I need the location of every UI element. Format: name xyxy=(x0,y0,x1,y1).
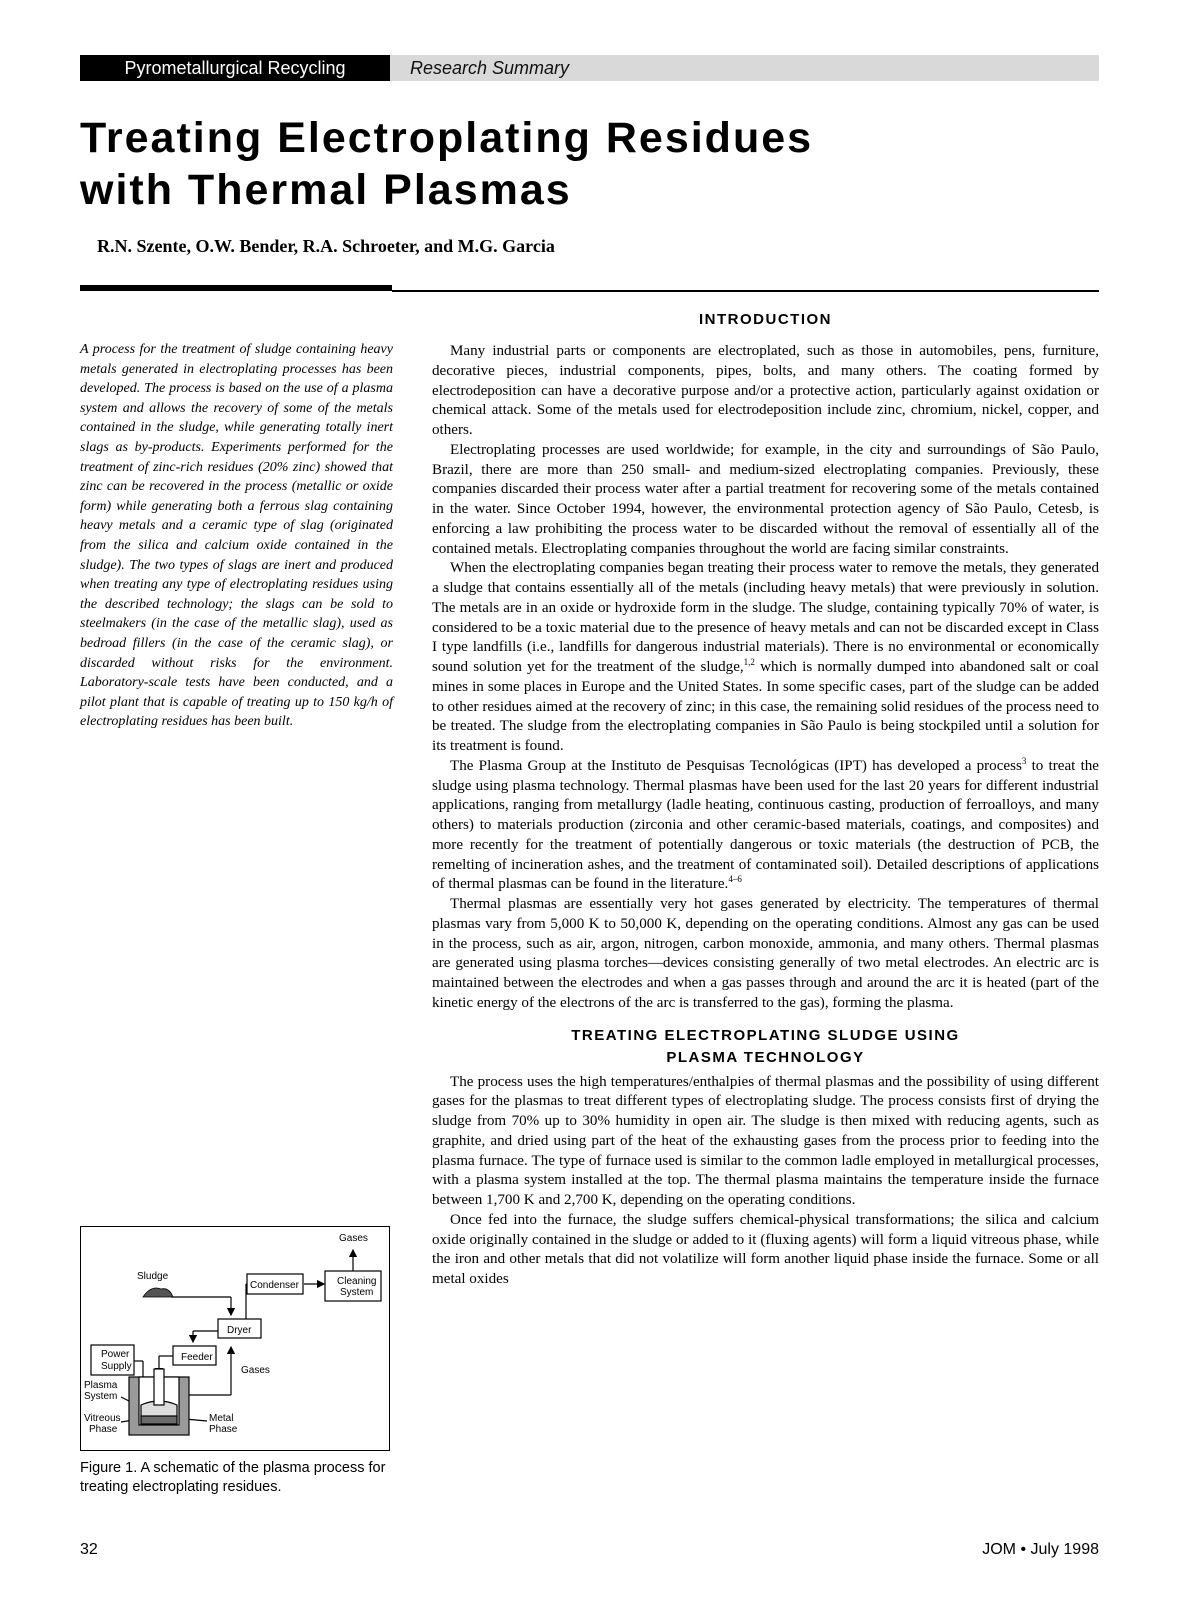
figure-label-dryer: Dryer xyxy=(227,1325,252,1336)
citation-ref: 3 xyxy=(1021,755,1027,766)
section-heading-treating xyxy=(432,1025,1099,1069)
figure-label-metal-phase: Phase xyxy=(209,1424,238,1435)
paragraph xyxy=(432,757,1099,895)
author-list: R.N. Szente, O.W. Bender, R.A. Schroeter, and M.G. Garcia xyxy=(97,236,555,256)
article-title xyxy=(80,112,1100,216)
figure-label-power: Power xyxy=(101,1349,130,1360)
title-line-2: with Thermal Plasmas xyxy=(80,166,572,214)
heading-line: PLASMA TECHNOLOGY xyxy=(666,1048,865,1066)
citation-ref: 1,2 xyxy=(743,656,755,667)
figure-label-vitreous-phase: Phase xyxy=(89,1424,118,1435)
figure-label-gases-side: Gases xyxy=(241,1365,270,1376)
body-column xyxy=(432,306,1099,1290)
paragraph xyxy=(432,559,1099,757)
abstract: A process for the treatment of sludge containing heavy metals generated in electroplating processes has been developed. The process is based on the use of a plasma system and allows the recovery of some of the metals contained in the sludge, while generating totally inert slags as by-products. Experiments performed for the treatment of zinc-rich residues (20% zinc) showed that zinc can be recovered in the process (metallic or oxide form) while generating both a ferrous slag containing heavy metals and a ceramic type of slag (originated from the silica and calcium oxide contained in the sludge). The two types of slags are inert and produced when treating any type of electroplating residues using the described technology; the slags can be sold to steelmakers (in the case of the metallic slag), used as bedroad fillers (in the case of the ceramic slag), or discarded without risks for the environment. Laboratory-scale tests have been conducted, and a pilot plant that is capable of treating up to 150 kg/h of electroplating residues has been built. xyxy=(80,342,393,730)
paragraph: Once fed into the furnace, the sludge suffers chemical-physical transformations; the silica and calcium oxide originally contained in the sludge or added to it (fluxing agents) will form a liquid vitreous phase, while the iron and other metals that did not volatilize will form another liquid phase inside the furnace. Some or all metal oxides xyxy=(432,1211,1099,1287)
figure-label-plasma: Plasma xyxy=(84,1380,118,1391)
figure-caption: Figure 1. A schematic of the plasma process for treating electroplating residues. xyxy=(80,1460,386,1495)
figure-label-condenser: Condenser xyxy=(250,1280,299,1291)
paragraph: Thermal plasmas are essentially very hot gases generated by electricity. The temperatures of thermal plasmas vary from 5,000 K to 50,000 K, depending on the operating conditions. Almost any gas can be used in the process, such as air, argon, nitrogen, carbon monoxide, ammonia, and many others. Thermal plasmas are generated using plasma torches—devices consisting generally of two metal electrodes. An electric arc is maintained between the electrodes and when a gas passes through and around the arc it is heated (part of the kinetic energy of the electrons of the arc is transferred to the gas), forming the plasma. xyxy=(432,896,1099,1011)
text-run: When the electroplating companies began treating their process water to remove the metals, they generated a sludge that contains essentially all of the metals (including heavy metals) that were previously in solution. The metals are in an oxide or hydroxide form in the sludge. The sludge, containing typically 70% of water, is considered to be a toxic material due to the presence of heavy metals and can not be discarded except in Class I type landfills (i.e., landfills for dangerous industrial materials). There is no environmental or economically sound solution yet for the treatment of the sludge, xyxy=(432,560,1099,675)
citation-ref: 4–6 xyxy=(728,874,742,885)
figure-label-vitreous: Vitreous xyxy=(84,1413,121,1424)
figure-label-supply: Supply xyxy=(101,1361,132,1372)
page-number: 32 xyxy=(80,1541,98,1558)
text-run: which is normally dumped into abandoned salt or coal mines in some places in Europe and the United States. In some specific cases, part of the sludge can be added to other residues aimed at the recovery of zinc; in this case, the remaining solid residues of the process need to be treated. The sludge from the electroplating companies in São Paulo is being stockpiled until a solution for its treatment is found. xyxy=(432,659,1099,754)
title-line-1: Treating Electroplating Residues xyxy=(80,114,814,162)
paragraph: The process uses the high temperatures/enthalpies of thermal plasmas and the possibility of using different gases for the plasmas to treat different types of electroplating sludge. The process consists first of drying the sludge from 70% up to 30% humidity in open air. The sludge is then mixed with reducing agents, such as graphite, and dried using part of the heat of the exhausting gases from the process prior to feeding into the plasma furnace. The type of furnace used is similar to the common ladle employed in metallurgical processes, with a plasma system installed at the top. The thermal plasma maintains the temperature inside the furnace between 1,700 K and 2,700 K, depending on the operating conditions. xyxy=(432,1073,1099,1208)
article-type-label: Research Summary xyxy=(410,58,570,78)
figure-label-sludge: Sludge xyxy=(137,1271,169,1282)
section-label: Pyrometallurgical Recycling xyxy=(80,55,390,81)
figure-label-metal: Metal xyxy=(209,1413,234,1424)
figure-1-schematic xyxy=(80,1226,390,1451)
figure-label-feeder: Feeder xyxy=(181,1352,213,1363)
figure-label-gases: Gases xyxy=(339,1233,368,1244)
text-run: to treat the sludge using plasma technology. Thermal plasmas have been used for the last 20 years for different industrial applications, ranging from metallurgy (ladle heating, continuous casting, production of ferroalloys, and many others) to materials production (zirconia and other ceramic-based materials, coatings, and composites) and more recently for the treatment of potentially dangerous or toxic materials (the destruction of PCB, the remelting of incineration ashes, and the treatment of contaminated soil). Detailed descriptions of applications of thermal plasmas can be found in the literature. xyxy=(432,757,1100,893)
section-heading-introduction: INTRODUCTION xyxy=(699,311,832,328)
paragraph: Many industrial parts or components are electroplated, such as those in automobiles, pens, furniture, decorative pieces, industrial components, pipes, bolts, and many others. The coating formed by electrodeposition can have a decorative purpose and/or a protective action, particularly against oxidation or chemical attack. Some of the metals used for electrodeposition include zinc, chromium, nickel, copper, and others. xyxy=(432,343,1099,438)
title-rule-thick xyxy=(80,285,392,291)
figure-label-plasma-system: System xyxy=(84,1391,118,1402)
heading-line: TREATING ELECTROPLATING SLUDGE USING xyxy=(571,1026,960,1044)
paragraph: Electroplating processes are used worldwide; for example, in the city and surroundings of São Paulo, Brazil, there are more than 250 small- and medium-sized electroplating companies. Previously, these companies discarded their process water after a partial treatment for recovering some of the metals contained in the water. Since October 1994, however, the environmental protection agency of São Paulo, Cetesb, is enforcing a law prohibiting the process water to be discarded without the removal of essentially all of the contained metals. Electroplating companies throughout the world are facing similar constraints. xyxy=(432,441,1099,557)
figure-label-cleaning: Cleaning xyxy=(337,1276,377,1287)
figure-label-system: System xyxy=(340,1287,374,1298)
journal-footer: JOM • July 1998 xyxy=(982,1541,1099,1558)
title-rule-thin xyxy=(392,290,1099,292)
text-run: The Plasma Group at the Instituto de Pesquisas Tecnológicas (IPT) has developed a process xyxy=(450,757,1022,774)
